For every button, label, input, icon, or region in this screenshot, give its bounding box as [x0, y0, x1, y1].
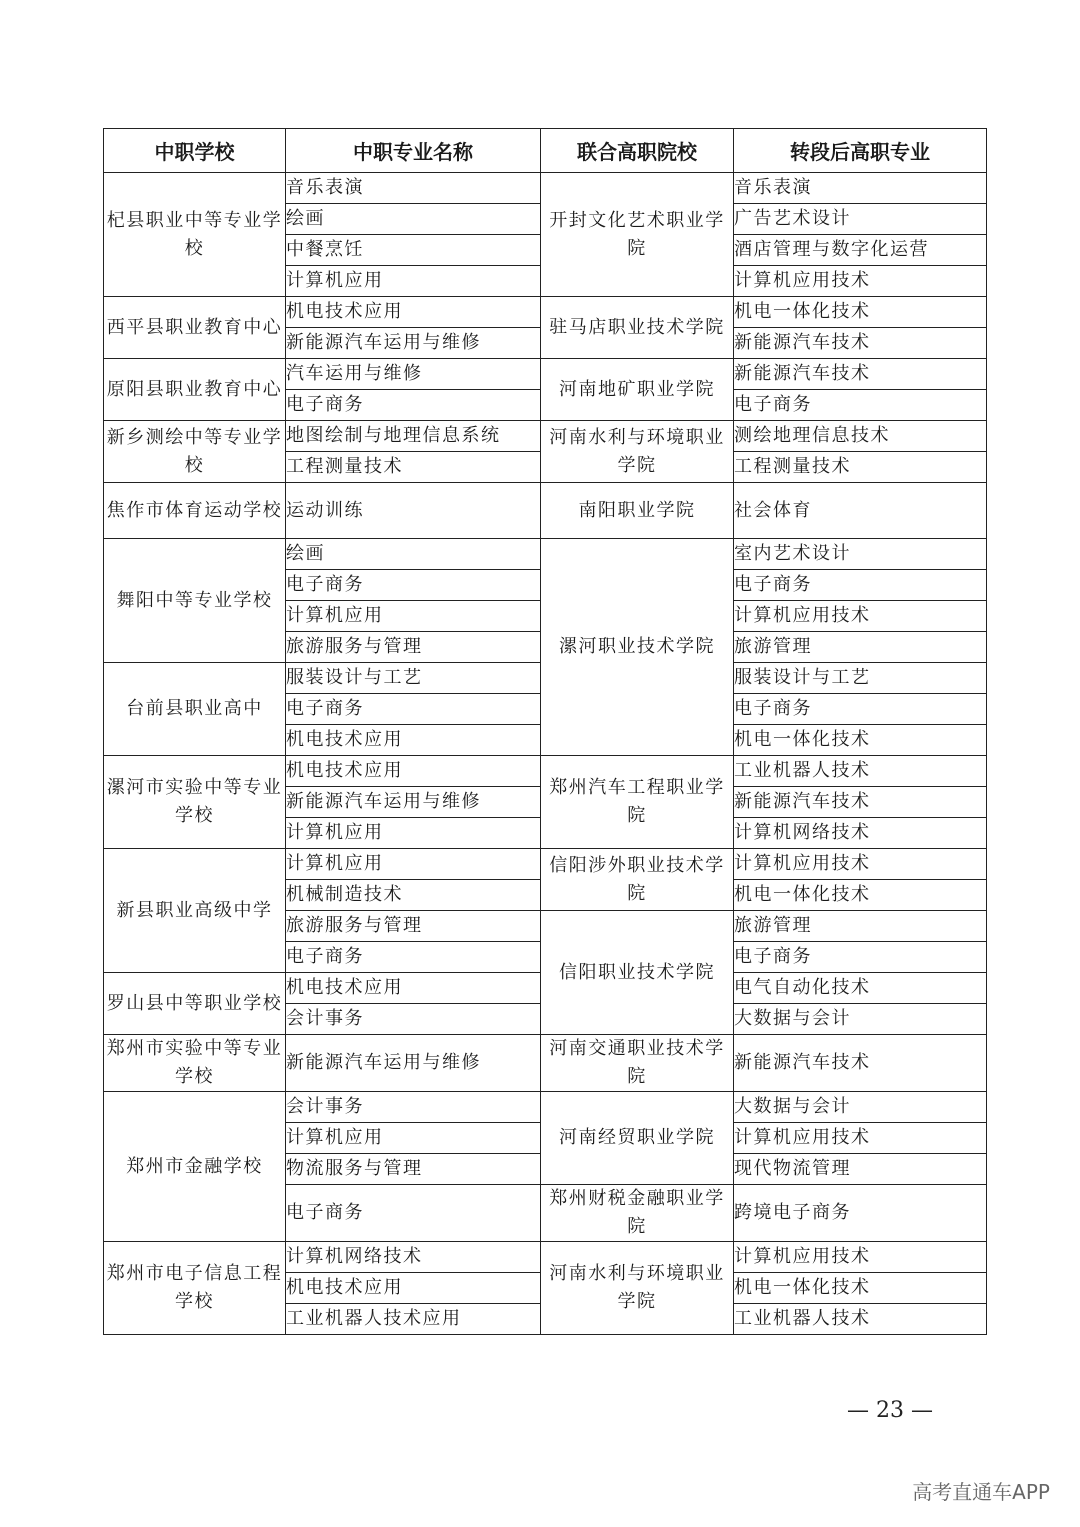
secondary-major-cell: 地图绘制与地理信息系统: [286, 421, 541, 452]
secondary-major-cell: 绘画: [286, 204, 541, 235]
college-major-cell: 酒店管理与数字化运营: [734, 235, 987, 266]
college-major-cell: 计算机网络技术: [734, 818, 987, 849]
secondary-major-cell: 电子商务: [286, 694, 541, 725]
secondary-major-cell: 服装设计与工艺: [286, 663, 541, 694]
partner-college-cell: 开封文化艺术职业学院: [541, 173, 734, 297]
header-partner-college: 联合高职院校: [541, 129, 734, 173]
college-major-cell: 新能源汽车技术: [734, 359, 987, 390]
secondary-school-cell: 舞阳中等专业学校: [104, 539, 286, 663]
secondary-major-cell: 绘画: [286, 539, 541, 570]
header-secondary-school: 中职学校: [104, 129, 286, 173]
secondary-major-cell: 机械制造技术: [286, 880, 541, 911]
college-major-cell: 电子商务: [734, 570, 987, 601]
secondary-school-cell: 台前县职业高中: [104, 663, 286, 756]
partner-college-cell: 信阳涉外职业技术学院: [541, 849, 734, 911]
secondary-major-cell: 汽车运用与维修: [286, 359, 541, 390]
secondary-school-cell: 漯河市实验中等专业学校: [104, 756, 286, 849]
secondary-major-cell: 旅游服务与管理: [286, 911, 541, 942]
table-row: [104, 297, 987, 328]
table-row: [104, 421, 987, 452]
college-major-cell: 计算机应用技术: [734, 1242, 987, 1273]
partner-college-cell: 驻马店职业技术学院: [541, 297, 734, 359]
secondary-major-cell: 计算机应用: [286, 818, 541, 849]
college-major-cell: 测绘地理信息技术: [734, 421, 987, 452]
secondary-major-cell: 新能源汽车运用与维修: [286, 1035, 541, 1092]
college-major-cell: 音乐表演: [734, 173, 987, 204]
secondary-school-cell: 郑州市电子信息工程学校: [104, 1242, 286, 1335]
secondary-major-cell: 电子商务: [286, 942, 541, 973]
secondary-major-cell: 会计事务: [286, 1004, 541, 1035]
table-row: [104, 756, 987, 787]
secondary-school-cell: 新乡测绘中等专业学校: [104, 421, 286, 483]
college-major-cell: 计算机应用技术: [734, 1123, 987, 1154]
college-major-cell: 电气自动化技术: [734, 973, 987, 1004]
college-major-cell: 工程测量技术: [734, 452, 987, 483]
secondary-major-cell: 工程测量技术: [286, 452, 541, 483]
secondary-major-cell: 中餐烹饪: [286, 235, 541, 266]
header-college-major: 转段后高职专业: [734, 129, 987, 173]
secondary-school-cell: 杞县职业中等专业学校: [104, 173, 286, 297]
secondary-major-cell: 机电技术应用: [286, 725, 541, 756]
secondary-major-cell: 计算机应用: [286, 266, 541, 297]
partner-college-cell: 河南水利与环境职业学院: [541, 1242, 734, 1335]
partner-college-cell: 河南交通职业技术学院: [541, 1035, 734, 1092]
partner-college-cell: 信阳职业技术学院: [541, 911, 734, 1035]
college-major-cell: 跨境电子商务: [734, 1185, 987, 1242]
college-major-cell: 机电一体化技术: [734, 880, 987, 911]
secondary-major-cell: 物流服务与管理: [286, 1154, 541, 1185]
secondary-school-cell: 新县职业高级中学: [104, 849, 286, 973]
secondary-major-cell: 计算机应用: [286, 1123, 541, 1154]
table-row: [104, 849, 987, 880]
college-major-cell: 机电一体化技术: [734, 1273, 987, 1304]
secondary-major-cell: 运动训练: [286, 483, 541, 539]
college-major-cell: 电子商务: [734, 694, 987, 725]
secondary-major-cell: 计算机应用: [286, 601, 541, 632]
partner-college-cell: 郑州财税金融职业学院: [541, 1185, 734, 1242]
college-major-cell: 电子商务: [734, 942, 987, 973]
secondary-school-cell: 罗山县中等职业学校: [104, 973, 286, 1035]
secondary-school-cell: 西平县职业教育中心: [104, 297, 286, 359]
partner-college-cell: 南阳职业学院: [541, 483, 734, 539]
college-major-cell: 大数据与会计: [734, 1092, 987, 1123]
secondary-school-cell: 郑州市金融学校: [104, 1092, 286, 1242]
college-major-cell: 新能源汽车技术: [734, 1035, 987, 1092]
secondary-major-cell: 会计事务: [286, 1092, 541, 1123]
college-major-cell: 计算机应用技术: [734, 601, 987, 632]
header-row: [104, 129, 987, 173]
secondary-major-cell: 机电技术应用: [286, 1273, 541, 1304]
college-major-cell: 社会体育: [734, 483, 987, 539]
college-major-cell: 工业机器人技术: [734, 756, 987, 787]
secondary-major-cell: 工业机器人技术应用: [286, 1304, 541, 1335]
college-major-cell: 电子商务: [734, 390, 987, 421]
table-row: [104, 173, 987, 204]
partner-college-cell: 河南水利与环境职业学院: [541, 421, 734, 483]
college-major-cell: 计算机应用技术: [734, 266, 987, 297]
secondary-major-cell: 计算机应用: [286, 849, 541, 880]
secondary-major-cell: 电子商务: [286, 1185, 541, 1242]
college-major-cell: 机电一体化技术: [734, 725, 987, 756]
table-row: [104, 359, 987, 390]
table-row: [104, 1035, 987, 1092]
table-row: [104, 539, 987, 570]
college-major-cell: 新能源汽车技术: [734, 328, 987, 359]
college-major-cell: 室内艺术设计: [734, 539, 987, 570]
secondary-major-cell: 电子商务: [286, 390, 541, 421]
college-major-cell: 大数据与会计: [734, 1004, 987, 1035]
partner-college-cell: 河南地矿职业学院: [541, 359, 734, 421]
secondary-major-cell: 机电技术应用: [286, 973, 541, 1004]
college-major-cell: 服装设计与工艺: [734, 663, 987, 694]
partner-college-cell: 河南经贸职业学院: [541, 1092, 734, 1185]
table-row: [104, 1242, 987, 1273]
college-major-cell: 现代物流管理: [734, 1154, 987, 1185]
secondary-major-cell: 音乐表演: [286, 173, 541, 204]
table-row: [104, 483, 987, 539]
secondary-major-cell: 计算机网络技术: [286, 1242, 541, 1273]
secondary-school-cell: 原阳县职业教育中心: [104, 359, 286, 421]
secondary-major-cell: 机电技术应用: [286, 756, 541, 787]
partner-college-cell: 漯河职业技术学院: [541, 539, 734, 756]
secondary-major-cell: 新能源汽车运用与维修: [286, 328, 541, 359]
college-major-cell: 广告艺术设计: [734, 204, 987, 235]
secondary-school-cell: 郑州市实验中等专业学校: [104, 1035, 286, 1092]
college-major-cell: 旅游管理: [734, 632, 987, 663]
partner-college-cell: 郑州汽车工程职业学院: [541, 756, 734, 849]
secondary-major-cell: 机电技术应用: [286, 297, 541, 328]
secondary-major-cell: 旅游服务与管理: [286, 632, 541, 663]
page-number: — 23 —: [847, 1398, 933, 1423]
watermark: 高考直通车APP: [912, 1480, 1050, 1504]
college-major-cell: 计算机应用技术: [734, 849, 987, 880]
secondary-school-cell: 焦作市体育运动学校: [104, 483, 286, 539]
college-major-cell: 工业机器人技术: [734, 1304, 987, 1335]
transfer-program-table: [103, 128, 987, 1335]
table-row: [104, 1092, 987, 1123]
header-secondary-major: 中职专业名称: [286, 129, 541, 173]
college-major-cell: 旅游管理: [734, 911, 987, 942]
college-major-cell: 新能源汽车技术: [734, 787, 987, 818]
college-major-cell: 机电一体化技术: [734, 297, 987, 328]
secondary-major-cell: 新能源汽车运用与维修: [286, 787, 541, 818]
secondary-major-cell: 电子商务: [286, 570, 541, 601]
